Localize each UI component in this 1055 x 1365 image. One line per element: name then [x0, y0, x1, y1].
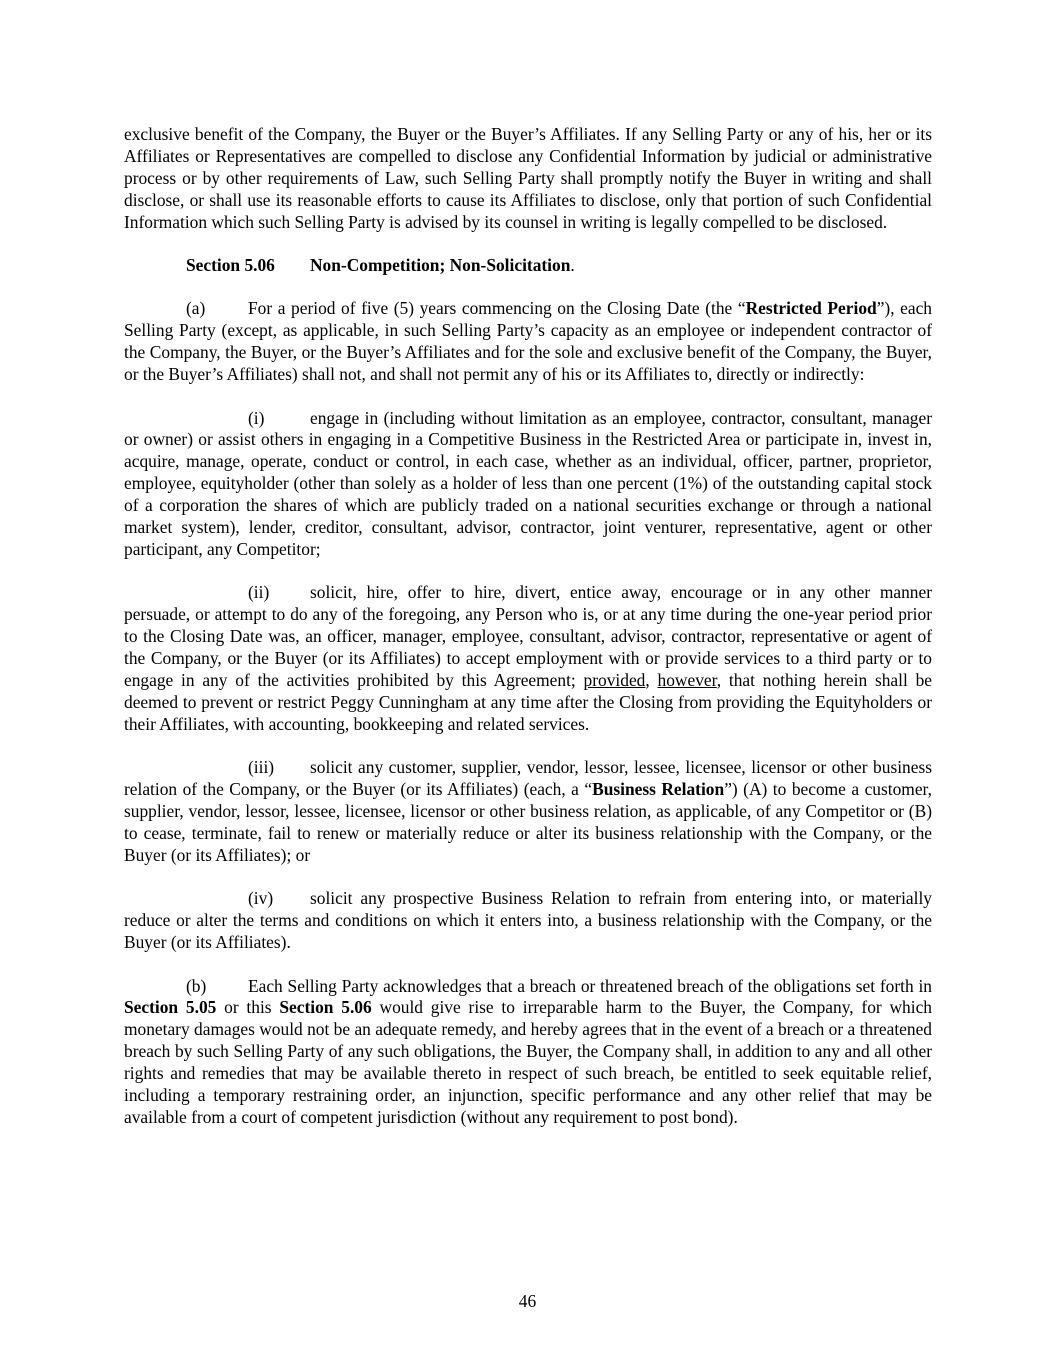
provided-term: provided: [583, 670, 646, 691]
section-number: Section 5.06 Non-Competition; Non-Solicitation: [186, 255, 571, 276]
paragraph-iii: [124, 757, 932, 867]
defined-term-business-relation: Business Relation: [592, 779, 725, 800]
paragraph-a-label: (a): [186, 298, 206, 319]
paragraph-iii-label: (iii): [248, 757, 275, 778]
paragraph-ii-text-2: , that nothing herein shall be deemed to prevent or restrict Peggy Cunningham at any time after the Closing from providing the Equityholders or their Affiliates, with accounting, bookkeeping and related services.: [124, 670, 933, 734]
defined-term-restricted-period: Restricted Period: [745, 298, 877, 319]
section-title-suffix: .: [570, 255, 575, 276]
paragraph-i-text: engage in (including without limitation as an employee, contractor, consultant, manager or owner) or assist others in engaging in a Competitive Business in the Restricted Area or participate in, invest in, acquire, manage, operate, conduct or control, in each case, whether as an individual, officer, partner, proprietor, employee, equityholder (other than solely as a holder of less than one percent (1%) of the outstanding capital stock of a corporation the shares of which are publicly traded on a national securities exchange or through a national market system), lender, creditor, consultant, advisor, contractor, joint venturer, representative, agent or other participant, any Competitor;: [124, 407, 932, 559]
section-title: Non-Competition; Non-Solicitation: [310, 255, 571, 276]
paragraph-b-label: (b): [186, 975, 207, 996]
paragraph-b-text-1: Each Selling Party acknowledges that a breach or threatened breach of the obligations set forth in: [248, 975, 932, 996]
paragraph-iii-text-2: ”) (A) to become a customer, supplier, vendor, lessor, lessee, licensee, licensor or other business relation, as applicable, of any Competitor or (B) to cease, terminate, fail to renew or materially reduce or alter its business relationship with the Company, or the Buyer (or its Affiliates); or: [124, 779, 932, 865]
page-number: 46: [518, 1291, 537, 1311]
paragraph-ii: [124, 582, 932, 735]
paragraph-b: [124, 976, 932, 1129]
paragraph-i-label: (i): [248, 407, 265, 428]
page-content: [124, 124, 932, 1150]
paragraph-ii-text-1: solicit, hire, offer to hire, divert, entice away, encourage or in any other manner persuade, or attempt to do any of the foregoing, any Person who is, or at any time during the one-year period prior to the Closing Date was, an officer, manager, employee, consultant, advisor, contractor, representative or agent of the Company, or the Buyer (or its Affiliates) to accept employment with or provide services to a third party or to engage in any of the activities prohibited by this Agreement;: [124, 582, 932, 691]
paragraph-a: [124, 298, 932, 386]
paragraph-b-text-2: or this: [216, 997, 280, 1018]
paragraph-i: [124, 408, 932, 561]
paragraph-a-text-1: For a period of five (5) years commencing on the Closing Date (the “: [248, 298, 746, 319]
section-reference-5-06: Section 5.06: [279, 997, 372, 1018]
paragraph-ii-label: (ii): [248, 582, 270, 603]
section-heading: [124, 255, 932, 277]
paragraph-iv-label: (iv): [248, 888, 274, 909]
paragraph-iii-text-1: solicit any customer, supplier, vendor, lessor, lessee, licensee, licensor or other business relation of the Company, or the Buyer (or its Affiliates) (each, a “: [124, 757, 932, 800]
paragraph-b-text-3: would give rise to irreparable harm to the Buyer, the Company, for which monetary damages would not be an adequate remedy, and hereby agrees that in the event of a breach or a threatened breach by such Selling Party of any such obligations, the Buyer, the Company shall, in addition to any and all other rights and remedies that may be available thereto in respect of such breach, be entitled to seek equitable relief, including a temporary restraining order, an injunction, specific performance and any other relief that may be available from a court of competent jurisdiction (without any requirement to post bond).: [124, 997, 932, 1127]
paragraph-iv: [124, 888, 932, 954]
paragraph-ii-comma: ,: [645, 670, 658, 691]
however-term: however: [657, 670, 717, 691]
section-reference-5-05: Section 5.05: [124, 997, 217, 1018]
paragraph-a-text-2: ”), each Selling Party (except, as applicable, in such Selling Party’s capacity as an employee or independent contractor of the Company, the Buyer, or the Buyer’s Affiliates and for the sole and exclusive benefit of the Company, the Buyer, or the Buyer’s Affiliates) shall not, and shall not permit any of his or its Affiliates to, directly or indirectly:: [124, 298, 932, 385]
paragraph-iv-text: solicit any prospective Business Relation to refrain from entering into, or materially reduce or alter the terms and conditions on which it enters into, a business relationship with the Company, or the Buyer (or its Affiliates).: [124, 888, 932, 953]
intro-paragraph: exclusive benefit of the Company, the Buyer or the Buyer’s Affiliates. If any Selling Party or any of his, her or its Affiliates or Representatives are compelled to disclose any Confidential Information by judicial or administrative process or by other requirements of Law, such Selling Party shall promptly notify the Buyer in writing and shall disclose, or shall use its reasonable efforts to cause its Affiliates to disclose, only that portion of such Confidential Information which such Selling Party is advised by its counsel in writing is legally compelled to be disclosed.: [124, 124, 932, 232]
